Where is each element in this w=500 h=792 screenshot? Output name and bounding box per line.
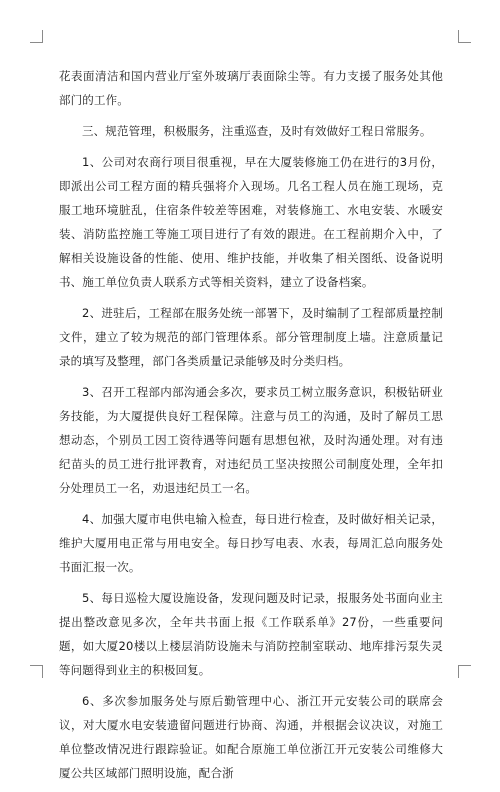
paragraph-item-6: 6、多次参加服务处与原后勤管理中心、浙江开元安装公司的联席会议，对大厦水电安装遗留问题进行协商、沟通，并根据会议决议，对施工单位整改情况进行跟踪验证。如配合原施工单位浙江开元安装公司维修大厦公共区域部门照明设施，配合浙 <box>59 694 443 780</box>
paragraph-continuation: 花表面清洁和国内营业厅室外玻璃厅表面除尘等。有力支援了服务处其他部门的工作。 <box>59 69 443 107</box>
paragraph-item-3: 3、召开工程部内部沟通会多次，要求员工树立服务意识，积极钻研业务技能，为大厦提供良好工程保障。注意与员工的沟通，及时了解员工思想动态，个别员工因工资待遇等问题有思想包袱，及时沟通处理。对有违纪苗头的员工进行批评教育，对违纪员工坚决按照公司制度处理，全年扣分处理员工一名，劝退违纪员工一名。 <box>59 385 443 495</box>
paragraph-item-5: 5、每日巡检大厦设施设备，发现问题及时记录，报服务处书面向业主提出整改意见多次，全年共书面上报《工作联系单》27份，一些重要问题，如大厦20楼以上楼层消防设施未与消防控制室联动、地库排污泵失灵等问题得到业主的积极回复。 <box>59 591 443 677</box>
paragraph-item-1: 1、公司对农商行项目很重视，早在大厦装修施工仍在进行的3月份，即派出公司工程方面的精兵强将介入现场。几名工程人员在施工现场，克服工地环境脏乱，住宿条件较差等困难，对装修施工、水电安装、水暖安装、消防监控施工等施工项目进行了有效的跟进。在工程前期介入中，了解相关设施设备的性能、使用、维护技能，并收集了相关图纸、设备说明书、施工单位负责人联系方式等相关资料，建立了设备档案。 <box>59 155 443 289</box>
document-body <box>59 64 443 792</box>
paragraph-item-4: 4、加强大厦市电供电输入检查，每日进行检查，及时做好相关记录，维护大厦用电正常与用电安全。每日抄写电表、水表，每周汇总向服务处书面汇报一次。 <box>59 512 443 574</box>
crop-mark-top-right <box>458 30 471 43</box>
crop-mark-bottom-left <box>30 665 43 678</box>
paragraph-item-2: 2、进驻后，工程部在服务处统一部署下，及时编制了工程部质量控制文件，建立了较为规范的部门管理体系。部分管理制度上墙。注意质量记录的填写及整理，部门各类质量记录能够及时分类归档。 <box>59 306 443 368</box>
crop-mark-top-left <box>30 30 43 43</box>
crop-mark-bottom-right <box>458 665 471 678</box>
section-heading-3: 三、规范管理，积极服务，注重巡查，及时有效做好工程日常服务。 <box>82 124 432 138</box>
